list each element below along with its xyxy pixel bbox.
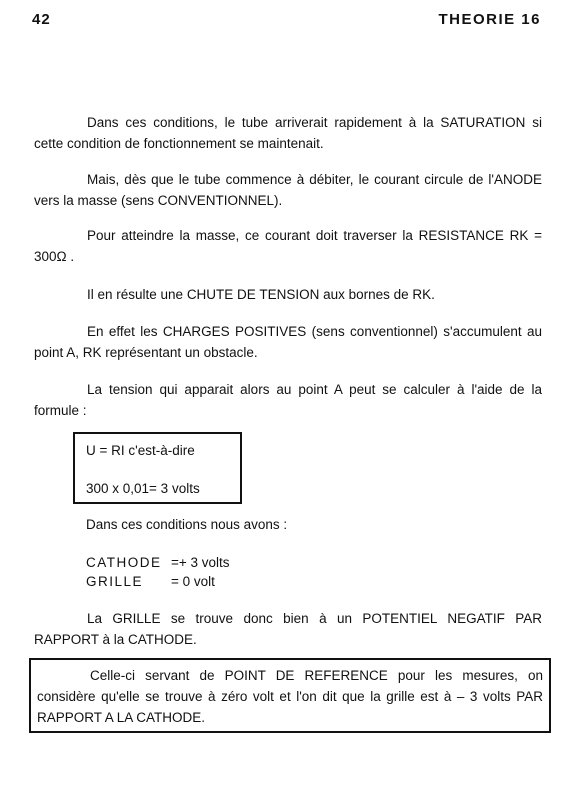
value-label-cathode: CATHODE <box>86 555 162 570</box>
formula-line-1: U = RI c'est-à-dire <box>86 443 195 458</box>
paragraph-anode-current: Mais, dès que le tube commence à débiter, le courant circule de l'ANODE vers la masse (sens CONVENTIONNEL). <box>34 172 542 208</box>
conditions-intro: Dans ces conditions nous avons : <box>86 517 288 532</box>
value-row-cathode <box>86 553 230 572</box>
value-grille: = 0 volt <box>171 574 215 589</box>
paragraph-negative-potential: La GRILLE se trouve donc bien à un POTENTIEL NEGATIF PAR RAPPORT à la CATHODE. <box>34 611 542 647</box>
running-head: THEORIE 16 <box>438 11 541 28</box>
paragraph-saturation: Dans ces conditions, le tube arriverait rapidement à la SATURATION si cette condition de fonctionnement se maintenait. <box>34 115 542 151</box>
value-label-grille: GRILLE <box>86 574 144 589</box>
reference-note-box <box>29 658 551 733</box>
paragraph-positive-charges: En effet les CHARGES POSITIVES (sens conventionnel) s'accumulent au point A, RK représentant un obstacle. <box>34 324 542 360</box>
paragraph-resistance: Pour atteindre la masse, ce courant doit traverser la RESISTANCE RK = 300Ω . <box>34 228 542 264</box>
formula-line-2: 300 x 0,01= 3 volts <box>86 481 200 496</box>
paragraph-voltage-drop: Il en résulte une CHUTE DE TENSION aux bornes de RK. <box>87 287 435 302</box>
formula-box <box>73 432 242 504</box>
value-cathode: =+ 3 volts <box>171 555 230 570</box>
value-row-grille <box>86 572 215 591</box>
reference-note-text: Celle-ci servant de POINT DE REFERENCE pour les mesures, on considère qu'elle se trouve à zéro volt et l'on dit que la grille est à – 3 volts PAR RAPPORT A LA CATHODE. <box>37 668 543 725</box>
paragraph-formula-intro: La tension qui apparait alors au point A peut se calculer à l'aide de la formule : <box>34 382 542 418</box>
page-number: 42 <box>32 11 51 28</box>
